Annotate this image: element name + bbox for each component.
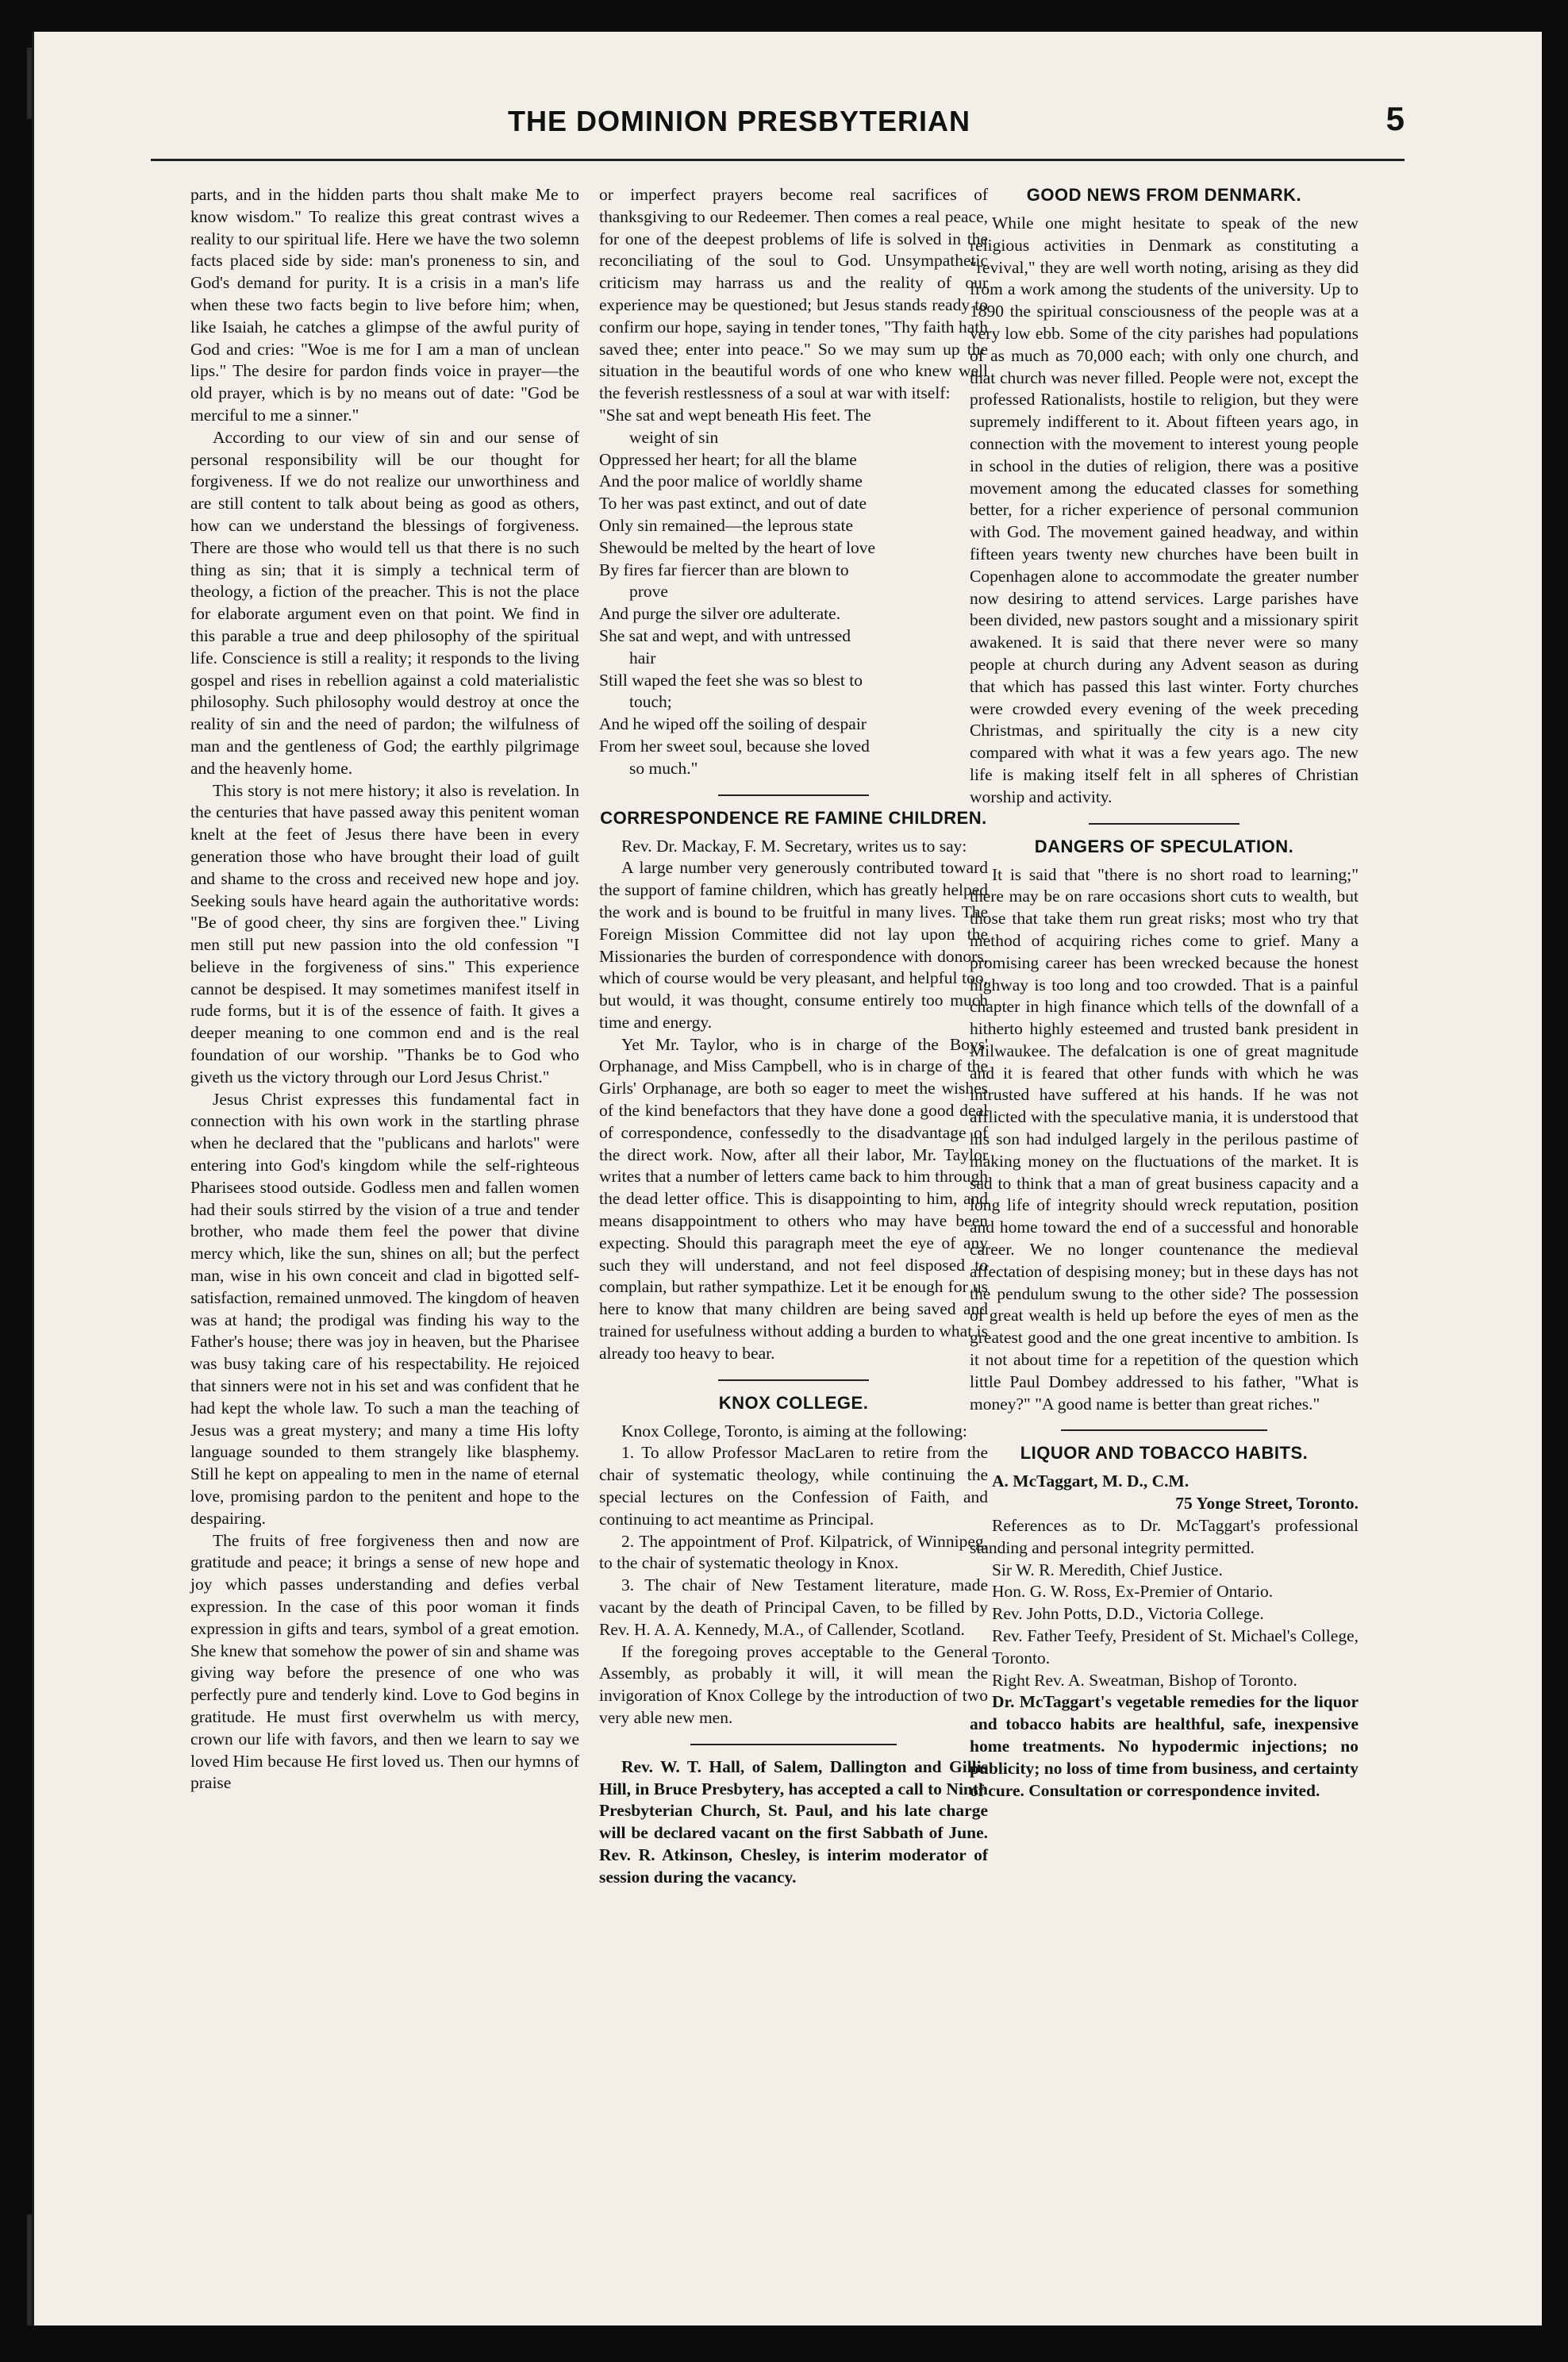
article-paragraph: Rev. Dr. Mackay, F. M. Secretary, writes us to say: [621,836,967,856]
article-paragraph: Rev. W. T. Hall, of Salem, Dallington and Gillis Hill, in Bruce Presbytery, has accepted a call to Ninth Presbyterian Church, St. Paul, and his late charge will be declared vacant on the first Sabbath of June. Rev. R. Atkinson, Chesley, is interim moderator of session during the vacancy. [599,1756,988,1887]
article-paragraph: If the foregoing proves acceptable to the General Assembly, as probably it will, it will mean the invigoration of Knox College by the introduction of two very able new men. [599,1641,988,1727]
article-paragraph: This story is not mere history; it also is revelation. In the centuries that have passed away this penitent woman knelt at the feet of Jesus there have been in every generation those who have brought their load of guilt and shame to the cross and received new hope and joy. Seeking souls have heard again the authoritative words: "Be of good cheer, thy sins are forgiven thee." Living men still put new passion into the old confession "I believe in the forgiveness of sins." This experience cannot be despised. It may sometimes manifest itself in rude forms, but it is of the essence of faith. It gives a deeper meaning to one common end and is the real foundation of our worship. "Thanks be to God who giveth us the victory through our Lord Jesus Christ." [190,780,579,1087]
poem-line: By fires far fiercer than are blown to [599,560,849,579]
page-number: 5 [1385,100,1405,137]
poem-line: Shewould be melted by the heart of love [599,537,876,557]
column-3 [970,184,1359,1802]
speculation-heading: DANGERS OF SPECULATION. [1034,836,1294,856]
poem-line: Oppressed her heart; for all the blame [599,449,857,469]
poem-line: touch; [629,692,672,712]
reference-item: Right Rev. A. Sweatman, Bishop of Toronto. [992,1670,1297,1690]
column-2 [599,184,988,1889]
poem-line: Only sin remained—the leprous state [599,515,854,535]
article-paragraph: A large number very generously contributed toward the support of famine children, which has greatly helped the work and is bound to be fruitful in many lives. The Foreign Mission Committee did not lay upon the Missionaries the burden of correspondence with donors, which of course would be very pleasant, and helpful too, but would, it was thought, consume entirely too much time and energy. [599,858,988,1032]
advertiser-address: 75 Yonge Street, Toronto. [1175,1494,1359,1514]
reference-item: Rev. John Potts, D.D., Victoria College. [992,1604,1264,1624]
column-1 [190,184,579,1795]
reference-item: Hon. G. W. Ross, Ex-Premier of Ontario. [992,1582,1274,1602]
poem-line: She sat and wept, and with untressed [599,625,851,645]
article-paragraph: 3. The chair of New Testament literature, made vacant by the death of Principal Caven, to be filled by Rev. H. A. A. Kennedy, M.A., of Callender, Scotland. [599,1575,988,1639]
article-paragraph: While one might hesitate to speak of the new religious activities in Denmark as constituting a "revival," they are well worth noting, arising as they did from a work among the students of the university. Up to 1890 the spiritual consciousness of the people was at a very low ebb. Some of the city parishes had populations of as much as 70,000 each; with only one church, and that church was never filled. People were not, except the professed Rationalists, hostile to religion, but they were supremely indifferent to it. About fifteen years ago, in connection with the movement to interest young people in school in the duties of religion, there was a positive movement among the educated classes for something better, for a richer experience of personal communion with God. The movement gained headway, and within fifteen years twenty new churches have been built in Copenhagen alone to accommodate the greater number now desiring to attend services. Large parishes have been divided, new pastors sought and a missionary spirit awakened. It is said that there never were so many people at church during any Advent season as during that which has passed this last winter. Forty churches were crowded every evening of the week preceding Christmas, and spiritually the city is a new city compared with what it was a few years ago. The new life is making itself felt in all spheres of Christian worship and activity. [970,214,1359,806]
article-paragraph: According to our view of sin and our sense of personal responsibility will be our thought for forgiveness. If we do not realize our unworthiness and are still content to talk about being as good as others, how can we understand the blessings of forgiveness. There are those who would tell us that there is no such thing as sin; that it is simply a technical term of theology, a fiction of the preacher. This is not the place for elaborate argument even on that point. We find in this parable a true and deep philosophy of the spiritual life. Conscience is still a reality; it responds to the living gospel and rises in rebellion against a cold materialistic philosophy. Such philosophy would destroy at once the reality of sin and the need of pardon; the wilfulness of man and the gentleness of God; the earthly pilgrimage and the heavenly home. [190,427,579,778]
advertiser-name: A. McTaggart, M. D., C.M. [992,1471,1189,1491]
section-divider [1089,823,1239,825]
poem-line: And purge the silver ore adulterate. [599,604,841,624]
poem-line: Still waped the feet she was so blest to [599,670,863,690]
article-paragraph: Yet Mr. Taylor, who is in charge of the Boys' Orphanage, and Miss Campbell, who is in charge of the Girls' Orphanage, are both so eager to meet the wishes of the kind benefactors that they have done a good deal of correspondence, confessedly to the disadvantage of the direct work. Now, after all their labor, Mr. Taylor writes that a number of letters came back to him through the dead letter office. This is disappointing to him, and means disappointment to others who may have been expecting. Should this paragraph meet the eye of any such they will understand, and not feel disposed to complain, but rather sympathize. Let it be enough for us here to know that many children are being saved and trained for usefulness without adding a burden to what is already too heavy to bear. [599,1034,988,1363]
section-divider [1061,1429,1267,1431]
poem-line: To her was past extinct, and out of date [599,494,867,514]
article-paragraph: Knox College, Toronto, is aiming at the following: [621,1421,967,1441]
denmark-heading: GOOD NEWS FROM DENMARK. [1026,185,1302,205]
article-paragraph: Dr. McTaggart's vegetable remedies for the liquor and tobacco habits are healthful, safe, inexpensive home treatments. No hypodermic injections; no publicity; no loss of time from business, and certainty of cure. Consultation or correspondence invited. [970,1692,1359,1800]
article-paragraph: 1. To allow Professor MacLaren to retire from the chair of systematic theology, while continuing the special lectures on the Confession of Faith, and continuing to act meantime as Principal. [599,1443,988,1529]
article-paragraph: parts, and in the hidden parts thou shalt make Me to know wisdom." To realize this great contrast wives a reality to our spiritual life. Here we have the two solemn facts placed side by side: man's proneness to sin, and God's demand for purity. It is a crisis in a man's life when these two facts begin to live before him; when, like Isaiah, he catches a glimpse of the awful purity of God and cries: "Woe is me for I am a man of unclean lips." The desire for pardon finds voice in prayer—the old prayer, which is by no means out of date: "God be merciful to me a sinner." [190,185,579,425]
poem-line: And he wiped off the soiling of despair [599,714,867,734]
article-paragraph: It is said that "there is no short road to learning;" there may be on rare occasions short cuts to wealth, but those that take them run great risks; most who try that method of acquiring riches come to grief. Many a promising career has been wrecked because the honest highway is too long and too crowded. That is a painful chapter in high finance which tells of the downfall of a hitherto highly esteemed and trusted bank president in Milwaukee. The defalcation is one of great magnitude and it is feared that other funds with which he was intrusted have suffered at his hands. If he was not afflicted with the speculative mania, it is understood that his son had indulged largely in the perilous pastime of making money on the fluctuations of the market. It is sad to think that a man of great business capacity and a long life of integrity should wreck reputation, position and home toward the end of a successful and honorable career. We no longer countenance the medieval affectation of despising money; but in these days has not the pendulum swung to the other side? The possession of great wealth is held up before the eyes of men as the greatest good and the one great incentive to ambition. Is it not about time for a repetition of the question which little Paul Dombey addressed to his father, "What is money?" "A good name is better than great riches." [970,864,1359,1414]
page-header [151,95,1405,161]
poem-line: weight of sin [629,427,719,447]
liquor-heading: LIQUOR AND TOBACCO HABITS. [1020,1443,1309,1464]
poem-line: And the poor malice of worldly shame [599,471,863,491]
section-divider [718,794,869,796]
article-paragraph: or imperfect prayers become real sacrifices of thanksgiving to our Redeemer. Then comes a real peace, for one of the deepest problems of life is solved in the reconciliating of the soul to God. Unsympathetic criticism may harrass us and the reality of our experience may be questioned; but Jesus stands ready to confirm our hope, saying in tender tones, "Thy faith hath saved thee; enter into peace." So we may sum up the situation in the beautiful words of one who knew well the feverish restlessness of a soul at war with itself: [599,185,988,403]
poem-line: hair [629,648,656,667]
article-paragraph: The fruits of free forgiveness then and now are gratitude and peace; it brings a sense of new hope and joy which passes understanding and defies verbal expression. In the case of this poor woman it finds expression in gifts and tears, symbol of a great emotion. She knew that somehow the power of sin and shame was giving way before the presence of one who was perfectly pure and tenderly kind. Love to God begins in gratitude. He must first overwhelm us with mercy, crown our life with favors, and then we learn to say we loved Him because He first loved us. Then our hymns of praise [190,1530,579,1793]
poem-line: From her sweet soul, because she loved [599,736,870,756]
article-paragraph: Jesus Christ expresses this fundamental fact in connection with his own work in the startling phrase when he declared that the "publicans and harlots" were entering into God's kingdom while the self-righteous Pharisees stood outside. Godless men and fallen women had their souls stirred by the vision of a true and tender brother, who made them feel the power that divine mercy which, like the sun, shines on all; but the perfect man, wise in his own conceit and clad in bigotted self-satisfaction, remained unmoved. The kingdom of heaven was at hand; the prodigal was finding his way to the Father's house; there was joy in heaven, but the Pharisee was busy taking care of his respectability. He rejoiced that sinners were not in his set and was confident that he had kept the whole law. To such a man the teaching of Jesus was a great mystery; and many a time His lofty language sounded to them strangely like blasphemy. Still he kept on appealing to men in the name of eternal love, promising pardon to the penitent and hope to the despairing. [190,1089,579,1528]
reference-item: Sir W. R. Meredith, Chief Justice. [992,1560,1223,1579]
poem [599,405,988,780]
reference-item: Rev. Father Teefy, President of St. Michael's College, Toronto. [992,1626,1359,1668]
article-paragraph: References as to Dr. McTaggart's professional standing and personal integrity permitted. [970,1516,1359,1557]
article-paragraph: 2. The appointment of Prof. Kilpatrick, of Winnipeg, to the chair of systematic theology in Knox. [599,1531,988,1573]
section-divider [718,1379,869,1381]
poem-line: prove [629,582,668,602]
poem-line: "She sat and wept beneath His feet. The [599,405,871,425]
poem-line: so much." [629,758,698,778]
masthead: THE DOMINION PRESBYTERIAN [508,105,971,137]
knox-heading: KNOX COLLEGE. [718,1392,869,1413]
reference-list [970,1560,1359,1692]
famine-heading: CORRESPONDENCE RE FAMINE CHILDREN. [600,807,987,828]
section-divider [690,1744,897,1745]
